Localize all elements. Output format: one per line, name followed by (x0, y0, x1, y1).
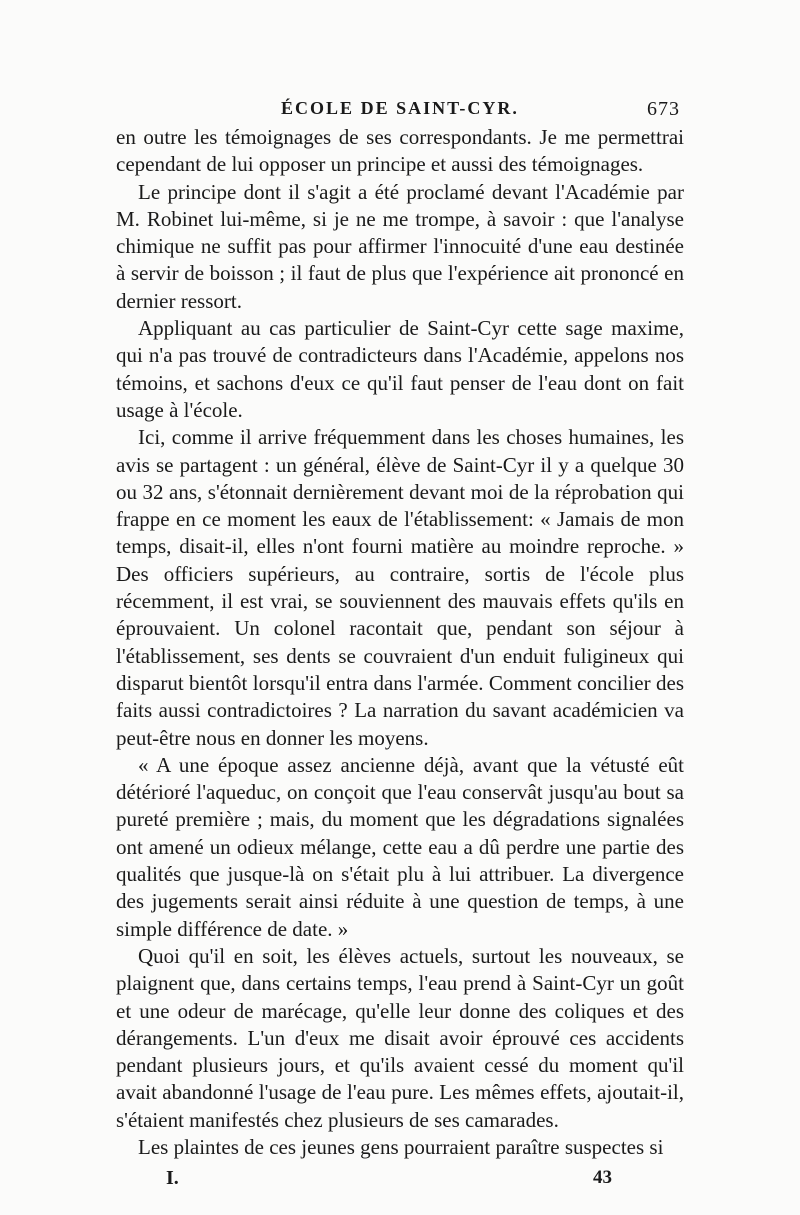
paragraph-continued: en outre les témoignages de ses correspondants. Je me permettrai cependant de lui opposer un principe et aussi des témoignages. (116, 125, 684, 177)
page-number: 673 (647, 98, 680, 120)
page-footer (116, 1167, 684, 1193)
paragraph: Les plaintes de ces jeunes gens pourraient paraître suspectes si (138, 1134, 664, 1159)
quoted-paragraph: « A une époque assez ancienne déjà, avant que la vétusté eût détérioré l'aqueduc, on conçoit que l'eau conservât jusqu'au bout sa pureté première ; mais, du moment que les dégradations signalées ont amené un odieux mélange, cette eau a dû perdre une partie des qualités que jusque-là on s'était plu à lui attribuer. La divergence des jugements serait ainsi réduite à une question de temps, à une simple différence de date. » (116, 752, 684, 941)
signature-mark: I. (166, 1167, 179, 1189)
paragraph: Appliquant au cas particulier de Saint-Cyr cette sage maxime, qui n'a pas trouvé de contradicteurs dans l'Académie, appelons nos témoins, et sachons d'eux ce qu'il faut penser de l'eau dont on fait usage à l'école. (116, 316, 684, 422)
running-title: ÉCOLE DE SAINT-CYR. (281, 98, 519, 118)
body-text (116, 124, 684, 1161)
paragraph: Quoi qu'il en soit, les élèves actuels, surtout les nouveaux, se plaignent que, dans certains temps, l'eau prend à Saint-Cyr un goût et une odeur de marécage, qu'elle leur donne des coliques et des dérangements. L'un d'eux me disait avoir éprouvé ces accidents pendant plusieurs jours, et qu'ils avaient cessé du moment qu'il avait abandonné l'usage de l'eau pure. Les mêmes effets, ajoutait-il, s'étaient manifestés chez plusieurs de ses camarades. (116, 943, 684, 1132)
page-header (116, 98, 684, 124)
sheet-number: 43 (593, 1167, 612, 1188)
paragraph: Ici, comme il arrive fréquemment dans les choses humaines, les avis se partagent : un général, élève de Saint-Cyr il y a quelque 30 ou 32 ans, s'étonnait dernièrement devant moi de la réprobation qui frappe en ce moment les eaux de l'établissement: « Jamais de mon temps, disait-il, elles n'ont fourni matière au moindre reproche. » Des officiers supérieurs, au contraire, sortis de l'école plus récemment, il est vrai, se souviennent des mauvais effets qu'ils en éprouvaient. Un colonel racontait que, pendant son séjour à l'établissement, ses dents se couvraient d'un enduit fuligineux qui disparut bientôt lorsqu'il entra dans l'armée. Comment concilier des faits aussi contradictoires ? La narration du savant académicien va peut-être nous en donner les moyens. (116, 425, 684, 750)
paragraph: Le principe dont il s'agit a été proclamé devant l'Académie par M. Robinet lui-même, si je ne me trompe, à savoir : que l'analyse chimique ne suffit pas pour affirmer l'innocuité d'une eau destinée à servir de boisson ; il faut de plus que l'expérience ait prononcé en dernier ressort. (116, 179, 684, 313)
